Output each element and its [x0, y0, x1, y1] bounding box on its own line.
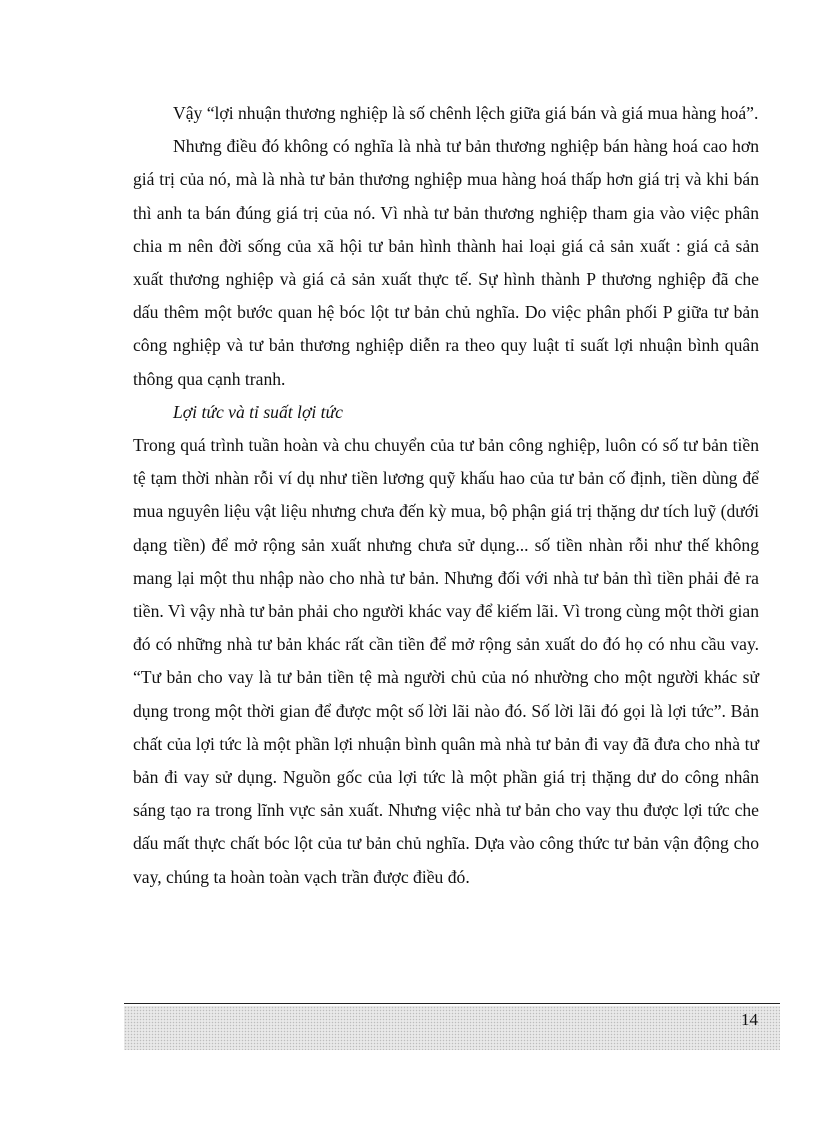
paragraph-commercial-capital: Nhưng điều đó không có nghĩa là nhà tư bản thương nghiệp bán hàng hoá cao hơn giá trị của nó, mà là nhà tư bản thương nghiệp mua hàng hoá thấp hơn giá trị và khi bán thì anh ta bán đúng giá trị của nó. Vì nhà tư bản thương nghiệp tham gia vào việc phân chia m nên đời sống của xã hội tư bản hình thành hai loại giá cả sản xuất : giá cả sản xuất thương nghiệp và giá cả sản xuất thực tế. Sự hình thành P thương nghiệp đã che dấu thêm một bước quan hệ bóc lột tư bản chủ nghĩa. Do việc phân phối P giữa tư bản công nghiệp và tư bản thương nghiệp diễn ra theo quy luật tỉ suất lợi nhuận bình quân thông qua cạnh tranh.: [133, 136, 759, 389]
page-number: 14: [741, 1010, 758, 1029]
page-body: [133, 97, 759, 894]
paragraph-profit-definition: Vậy “lợi nhuận thương nghiệp là số chênh lệch giữa giá bán và giá mua hàng hoá”.: [173, 103, 759, 123]
page-footer: [124, 1006, 780, 1050]
paragraph-interest: Trong quá trình tuần hoàn và chu chuyển của tư bản công nghiệp, luôn có số tư bản tiền tệ tạm thời nhàn rỗi ví dụ như tiền lương quỹ khấu hao của tư bản cố định, tiền dùng để mua nguyên liệu vật liệu nhưng chưa đến kỳ mua, bộ phận giá trị thặng dư tích luỹ (dưới dạng tiền) để mở rộng sản xuất nhưng chưa sử dụng... số tiền nhàn rỗi như thế không mang lại một thu nhập nào cho nhà tư bản. Nhưng đối với nhà tư bản thì tiền phải đẻ ra tiền. Vì vậy nhà tư bản phải cho người khác vay để kiếm lãi. Vì trong cùng một thời gian đó có những nhà tư bản khác rất cần tiền để mở rộng sản xuất do đó họ có nhu cầu vay. “Tư bản cho vay là tư bản tiền tệ mà người chủ của nó nhường cho một người khác sử dụng trong một thời gian để được một số lời lãi nào đó. Số lời lãi đó gọi là lợi tức”. Bản chất của lợi tức là một phần lợi nhuận bình quân mà nhà tư bản đi vay đã đưa cho nhà tư bản đi vay sử dụng. Nguồn gốc của lợi tức là một phần giá trị thặng dư do công nhân sáng tạo ra trong lĩnh vực sản xuất. Nhưng việc nhà tư bản cho vay thu được lợi tức che dấu mất thực chất bóc lột của tư bản chủ nghĩa. Dựa vào công thức tư bản vận động cho vay, chúng ta hoàn toàn vạch trần được điều đó.: [133, 435, 759, 887]
section-heading: Lợi tức và tỉ suất lợi tức: [173, 401, 343, 422]
footer-divider: [124, 1003, 780, 1004]
